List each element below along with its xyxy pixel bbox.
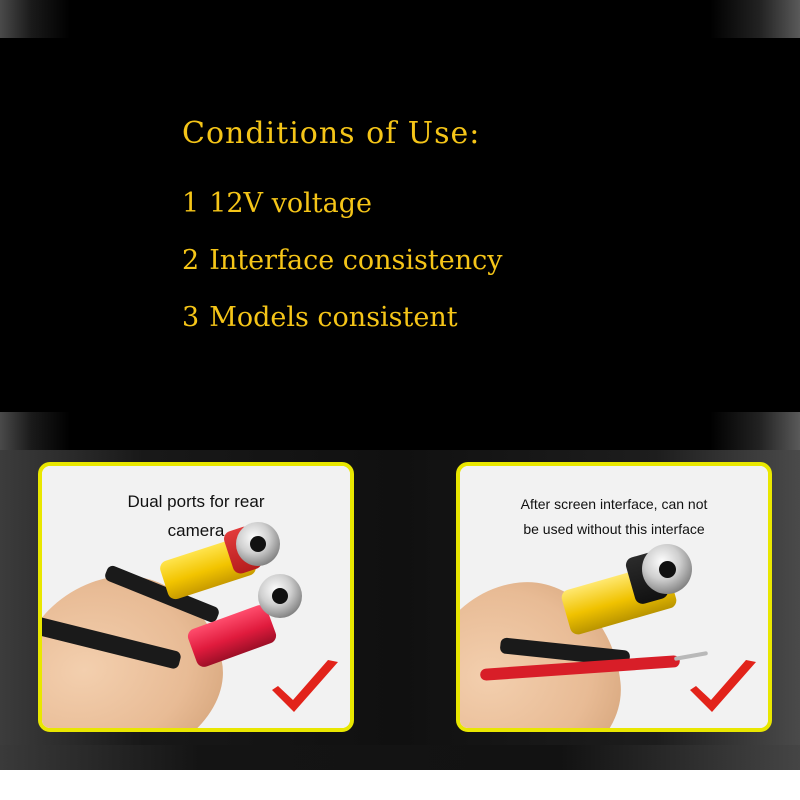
card-caption-line2: be used without this interface	[523, 521, 705, 538]
conditions-list	[182, 190, 742, 361]
photo-card-screen-interface	[456, 462, 772, 732]
red-check-icon	[686, 660, 760, 722]
photo-card-dual-ports	[38, 462, 354, 732]
bottom-dark-strip	[0, 745, 800, 770]
condition-number: 2	[182, 245, 200, 276]
red-check-icon	[268, 660, 342, 722]
condition-item	[182, 304, 742, 331]
condition-text: 12V voltage	[209, 188, 372, 219]
card-caption-line1: Dual ports for rear	[127, 492, 265, 511]
card-caption-line2: camera	[167, 520, 225, 540]
condition-item	[182, 190, 742, 217]
condition-text: Interface consistency	[209, 245, 503, 276]
card-caption-line1: After screen interface, can not	[520, 496, 708, 512]
conditions-heading: Conditions of Use:	[182, 116, 481, 151]
rca-center-hole	[272, 588, 288, 604]
card-caption	[42, 488, 350, 546]
condition-text: Models consistent	[209, 302, 458, 333]
rca-center-hole	[659, 561, 676, 578]
condition-number: 1	[182, 188, 200, 219]
condition-number: 3	[182, 302, 200, 333]
card-caption	[460, 492, 768, 542]
condition-item	[182, 247, 742, 274]
footer-white-bar	[0, 770, 800, 800]
